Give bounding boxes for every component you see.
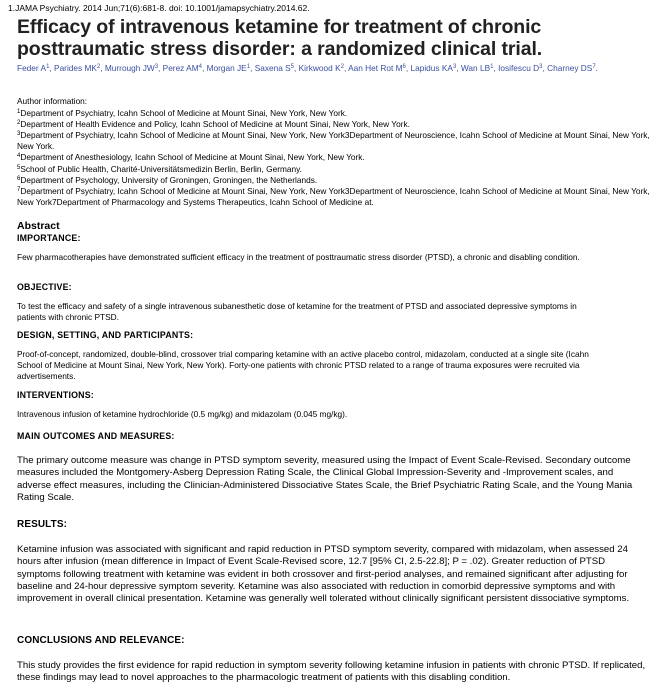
author-link[interactable]: Lapidus KA bbox=[410, 63, 453, 73]
affiliation-item bbox=[17, 152, 657, 163]
affiliation-text: Department of Psychiatry, Icahn School of Medicine at Mount Sinai, New York, New York. bbox=[20, 107, 348, 118]
article-title: Efficacy of intravenous ketamine for treatment of chronic posttraumatic stress disorder: a randomized clinical trial. bbox=[17, 16, 543, 60]
author-link[interactable]: Kirkwood K bbox=[298, 63, 341, 73]
affiliation-text: Department of Health Evidence and Policy, Icahn School of Medicine at Mount Sinai, New York, New York. bbox=[20, 118, 410, 129]
importance-heading: IMPORTANCE: bbox=[17, 233, 81, 243]
interventions-heading: INTERVENTIONS: bbox=[17, 390, 94, 400]
author-link[interactable]: Wan LB bbox=[460, 63, 491, 73]
affiliation-number: 6 bbox=[17, 175, 21, 182]
affiliation-number: 1 bbox=[17, 108, 21, 115]
affiliation-text: Department of Psychiatry, Icahn School of Medicine at Mount Sinai, New York, New York3Department of Neuroscience, Icahn School of Medicine at Mount Sinai, New York, New York. bbox=[17, 129, 650, 152]
author-link[interactable]: Perez AM bbox=[162, 63, 199, 73]
author-link[interactable]: Parides MK bbox=[54, 63, 97, 73]
author-affiliation-number: 1 bbox=[490, 64, 494, 70]
results-heading: RESULTS: bbox=[17, 519, 68, 530]
author-affiliation-number: 2 bbox=[96, 64, 101, 70]
author-affiliation-number: 4 bbox=[198, 64, 202, 70]
interventions-text: Intravenous infusion of ketamine hydrochloride (0.5 mg/kg) and midazolam (0.045 mg/kg). bbox=[17, 409, 348, 419]
objective-text: To test the efficacy and safety of a single intravenous subanesthetic dose of ketamine for the treatment of PTSD and associated depressive symptoms in patients with chronic PTSD. bbox=[17, 301, 577, 323]
affiliation-text: School of Public Health, Charité-Universitätsmedizin Berlin, Berlin, Germany. bbox=[20, 163, 302, 174]
importance-text: Few pharmacotherapies have demonstrated sufficient efficacy in the treatment of posttraumatic stress disorder (PTSD), a chronic and disabling condition. bbox=[17, 252, 580, 262]
affiliation-list bbox=[17, 108, 657, 209]
affiliation-number: 5 bbox=[17, 164, 21, 171]
author-affiliation-number: 3 bbox=[539, 64, 543, 70]
affiliation-text: Department of Psychiatry, Icahn School of Medicine at Mount Sinai, New York, New York3Department of Neuroscience, Icahn School of Medicine at Mount Sinai, New York, New York7Department of Pharmacology and Systems Therapeutics, Icahn School of Medicine at. bbox=[17, 185, 650, 208]
author-affiliation-number: 3 bbox=[154, 64, 159, 70]
affiliation-number: 3 bbox=[17, 130, 21, 137]
affiliation-item bbox=[17, 108, 657, 119]
author-affiliation-number: 5 bbox=[290, 64, 295, 70]
conclusions-text: This study provides the first evidence for rapid reduction in symptom severity following ketamine infusion in patients with chronic PTSD. If replicated, these findings may lead to novel approaches to the pharmacologic treatment of patients with this disabling condition. bbox=[17, 660, 646, 684]
author-link[interactable]: Charney DS bbox=[547, 63, 593, 73]
affiliation-item bbox=[17, 164, 657, 175]
author-link[interactable]: Murrough JW bbox=[104, 63, 155, 73]
author-link[interactable]: Morgan JE bbox=[206, 63, 247, 73]
author-link[interactable]: Aan Het Rot M bbox=[348, 63, 403, 73]
outcomes-text: The primary outcome measure was change in PTSD symptom severity, measured using the Impact of Event Scale-Revised. Secondary outcome measures included the Montgomery-Asberg Depression Rating Scale, the Clinical Global Impression-Severity and -Improvement scales, and adverse effect measures, including the Clinician-Administered Dissociative States Scale, the Brief Psychiatric Rating Scale, and the Young Mania Rating Scale. bbox=[17, 455, 633, 503]
affiliation-text: Department of Psychology, University of Groningen, Groningen, the Netherlands. bbox=[20, 174, 318, 185]
author-list: Feder $A^1$, Parides $MK^2$, Murrough $JW^3$, Perez $AM^4$, Morgan $JE^1$, Saxena $S^5$, Kirkwood $K^2$, Aan Het Rot $M^6$, Lapidus $KA^3$, Wan $LB^1$, Iosifescu $D^3$, Charney $DS^7$. bbox=[17, 63, 598, 73]
affiliation-number: 2 bbox=[17, 119, 21, 126]
author-link[interactable]: Iosifescu D bbox=[498, 63, 540, 73]
affiliation-item bbox=[17, 119, 657, 130]
conclusions-heading: CONCLUSIONS AND RELEVANCE: bbox=[17, 635, 185, 646]
outcomes-heading: MAIN OUTCOMES AND MEASURES: bbox=[17, 431, 175, 441]
affiliation-number: 4 bbox=[17, 153, 21, 160]
author-affiliation-number: 3 bbox=[452, 64, 457, 70]
design-heading: DESIGN, SETTING, AND PARTICIPANTS: bbox=[17, 330, 194, 340]
author-affiliation-number: 2 bbox=[340, 64, 344, 70]
results-text: Ketamine infusion was associated with significant and rapid reduction in PTSD symptom severity, compared with midazolam, when assessed 24 hours after infusion (mean difference in Impact of Event Scale-Revised score, 12.7 [95% CI, 2.5-22.8]; P = .02). Greater reduction of PTSD symptoms following treatment with ketamine was evident in both crossover and first-period analyses, and remained significant after adjusting for baseline and 24-hour depressive symptom severity. Ketamine was also associated with reduction in comorbid depressive symptoms and with improvement in overall clinical presentation. Ketamine was generally well tolerated without clinically significant persistent dissociative symptoms. bbox=[17, 544, 630, 605]
author-affiliation-number: 1 bbox=[46, 64, 50, 70]
affiliation-text: Department of Anesthesiology, Icahn School of Medicine at Mount Sinai, New York, New York. bbox=[20, 152, 365, 163]
author-link[interactable]: Feder A bbox=[17, 63, 47, 73]
author-info-label: Author information: bbox=[17, 96, 88, 106]
design-text: Proof-of-concept, randomized, double-blind, crossover trial comparing ketamine with an active placebo control, midazolam, conducted at a single site (Icahn School of Medicine at Mount Sinai, New York, New York). Forty-one patients with chronic PTSD related to a range of trauma exposures were recruited via advertisements. bbox=[17, 349, 589, 382]
affiliation-item bbox=[17, 186, 657, 208]
author-affiliation-number: 6 bbox=[402, 64, 406, 70]
author-affiliation-number: 7 bbox=[592, 64, 596, 70]
author-affiliation-number: 1 bbox=[246, 64, 251, 70]
affiliation-item bbox=[17, 175, 657, 186]
affiliation-number: 7 bbox=[17, 186, 21, 193]
affiliation-item bbox=[17, 130, 657, 152]
citation-line: 1.JAMA Psychiatry. 2014 Jun;71(6):681-8. doi: 10.1001/jamapsychiatry.2014.62. bbox=[8, 3, 310, 13]
author-link[interactable]: Saxena S bbox=[254, 63, 291, 73]
objective-heading: OBJECTIVE: bbox=[17, 282, 72, 292]
abstract-heading: Abstract bbox=[17, 220, 60, 232]
